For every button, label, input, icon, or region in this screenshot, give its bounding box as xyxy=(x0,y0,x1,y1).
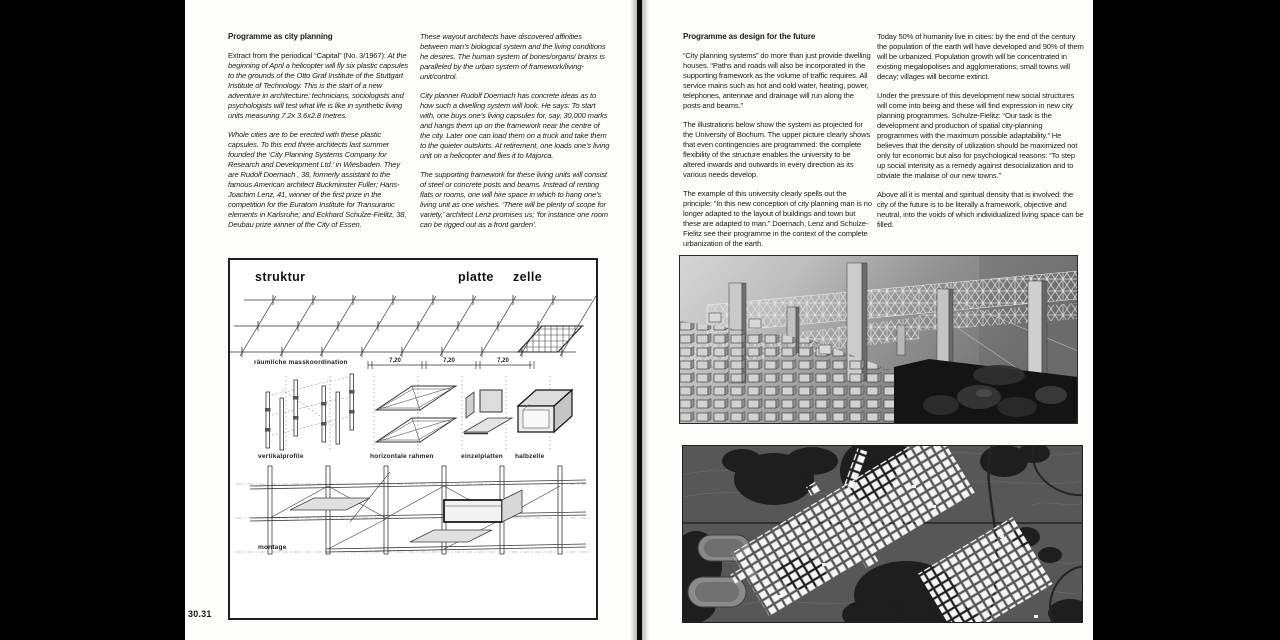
page-number: 30.31 xyxy=(188,609,212,619)
right-column-1 xyxy=(683,32,872,258)
figure-label-montage: montage xyxy=(258,544,287,551)
paragraph: Above all it is mental and spiritual density that is involved: the city of the future is to be literally a framework, objective and neutral, into the voids of which individualized living space can be filled. xyxy=(877,190,1084,229)
figure-label-platte: platte xyxy=(458,270,494,284)
photo-bochum-structure-model xyxy=(679,255,1078,424)
paragraph: The example of this university clearly spells out the principle: “In this new conception of city planning man is no longer adapted to the layout of buildings and town but these are adapted to man.” Doernach, Lenz and Schulze-Fielitz see their programme in the context of the complete urbanization of the earth. xyxy=(683,189,872,248)
paragraph: These wayout architects have discovered affinities between man’s biological system and the living conditions he desires. The human system of bones/organs/ brains is paralleled by the urban system of framework/living-unit/control. xyxy=(420,32,606,81)
dimension-label: 7,20 xyxy=(497,358,509,364)
paragraph-intro: Extract from the periodical “Capital” (No. 3/1967): xyxy=(228,51,386,60)
paragraph: Under the pressure of this development new social structures will come into being and these will find expression in new city planning programmes. Schulze-Fielitz: “Our task is the development and production of spatial city-planning programmes with the maximum possible adaptability.” He believes that the density of utilization should be maximized not only for economic but also for psychological reasons: “To step up social intensity as a remedy against desocialization and to obviate the malaise of our new towns.” xyxy=(877,91,1078,180)
aerial-model-image xyxy=(682,445,1083,623)
photo-aerial-site-model xyxy=(682,445,1083,623)
figure-label-halbzelle: halbzelle xyxy=(515,453,545,460)
paragraph: Today 50% of humanity live in cities: by the end of the century the population of the earth will have developed and 90% of them will be urbanized. Population growth will be concentrated in existing megalopolises and agglomerations; small towns will decay; villages will become extinct. xyxy=(877,32,1084,81)
left-column-2 xyxy=(420,32,610,239)
vertical-profiles-drawing xyxy=(265,374,355,450)
horizontal-frames-drawing xyxy=(376,386,456,442)
structure-model-image xyxy=(679,255,1078,424)
single-plates-drawing xyxy=(464,390,512,434)
system-diagram-figure xyxy=(228,258,598,620)
construction-system-drawing xyxy=(230,260,596,618)
paragraph: Extract from the periodical “Capital” (No. 3/1967): At the beginning of April a helicopter will fly six plastic capsules to the grounds of the Otto Graf Institute of the Stuttgart Institute of Technology. This is the start of a new adventure in architecture: technicians, sociologists and psychologists will test what life is like in synthetic living units measuring 7.2x 3.6x2.8 metres. xyxy=(228,51,409,120)
paragraph: The supporting framework for these living units will consist of steel or concrete posts and beams. Instead of renting flats or rooms, one will hire space in which to hang one’s living unit as one wishes. ‘There will be plenty of scope for variety,’ architect Lenz promises us; ‘for instance one room can be rigged out as a front garden’. xyxy=(420,170,608,229)
dimension-label: 7,20 xyxy=(389,358,401,364)
paragraph: Whole cities are to be erected with these plastic capsules. To this end three architects last summer founded the ‘City Planning Systems Company for Research and Development Ltd.’ in Wiesbaden. They are Rudolf Doernach , 38, formerly assistant to the famous American architect Buckminster Fuller; Hans-Joachim Lenz, 41, winner of the first prize in the competition for the Euratom Institute for Transuranic elements in Karlsruhe; and Eckhard Schulze-Fielitz, 38, Deubau prize winner of the City of Essen. xyxy=(228,130,407,229)
left-column-1 xyxy=(228,32,412,239)
figure-label-einzelplatten: einzelplatten xyxy=(461,453,503,460)
grid-structure-drawing xyxy=(230,295,596,357)
montage-assembly-drawing xyxy=(236,466,590,554)
right-column-2 xyxy=(877,32,1084,239)
section-heading: Programme as design for the future xyxy=(683,32,816,41)
figure-label-vertikalprofile: vertikalprofile xyxy=(258,453,304,460)
paragraph: City planner Rudolf Doernach has concrete ideas as to how such a dwelling system will look. He says: To start with, one buys one’s living capsules for, say, 30,000 marks and hangs them up on the framework near the centre of the city. Later one can load them on a truck and take them to the quieter outskirts. At retirement, one loads one’s living unit on a helicopter and flies it to Majorca. xyxy=(420,91,610,160)
figure-label-zelle: zelle xyxy=(513,270,543,284)
figure-label-struktur: struktur xyxy=(255,270,306,284)
paragraph: “City planning systems” do more than just provide dwelling houses. “Paths and roads will also be incorporated in the supporting framework as the volume of traffic requires. All service mains such as hot and cold water, heating, power, telephones, antennae and drainage will run along the posts and beams.” xyxy=(683,51,871,110)
section-heading: Programme as city planning xyxy=(228,32,333,41)
paragraph: The illustrations below show the system as projected for the University of Bochum. The upper picture clearly shows that even contingencies are programmed: the complete flexibility of the structure enables the university to be altered inwards and outwards in every direction as its various needs develop. xyxy=(683,120,871,179)
right-page xyxy=(642,0,1093,640)
left-page xyxy=(185,0,637,640)
half-cell-drawing xyxy=(518,390,572,432)
figure-caption-grid: räumliche masskoordination xyxy=(254,359,348,366)
figure-label-horizontale-rahmen: horizontale rahmen xyxy=(370,453,434,460)
dimension-label: 7,20 xyxy=(443,358,455,364)
